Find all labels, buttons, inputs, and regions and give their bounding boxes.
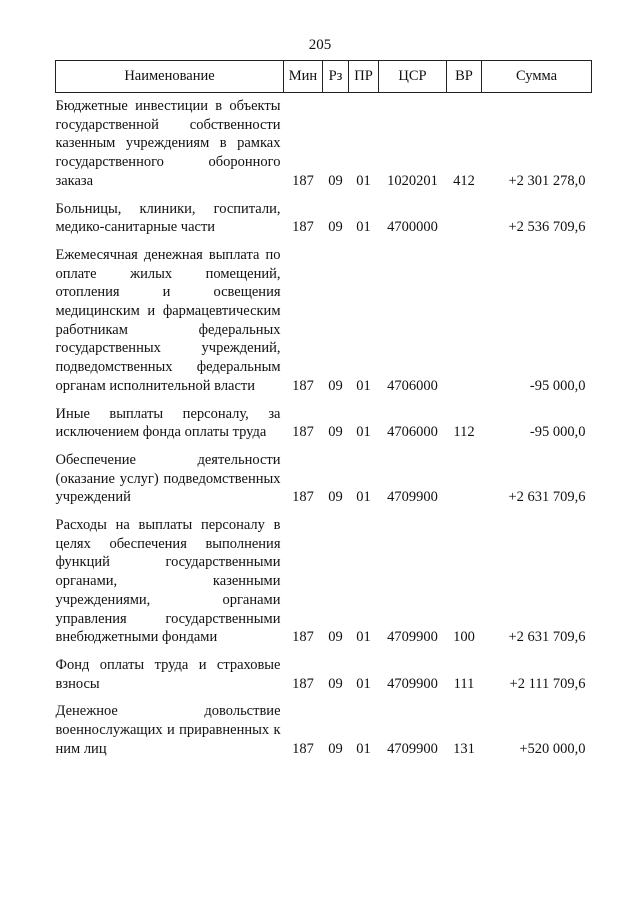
row-min: 187 bbox=[292, 172, 314, 189]
row-name: Денежное довольствие военнослужащих и приравненных к ним лиц bbox=[55, 703, 281, 757]
row-sum: +2 111 709,6 bbox=[509, 675, 586, 692]
row-csr: 4706000 bbox=[387, 377, 438, 394]
row-csr: 4709900 bbox=[387, 489, 438, 506]
row-name: Расходы на выплаты персоналу в целях обеспечения выполнения функций государственными органами, казенными учреждениями, органами управления государственными внебюджетными фондами bbox=[55, 517, 281, 646]
row-pr: 01 bbox=[356, 172, 371, 189]
row-csr: 4709900 bbox=[387, 740, 438, 757]
header-rz: Рз bbox=[323, 61, 349, 93]
table-row bbox=[56, 451, 592, 516]
row-rz: 09 bbox=[328, 219, 343, 236]
row-min: 187 bbox=[292, 489, 314, 506]
row-vr: 112 bbox=[453, 424, 475, 441]
row-pr: 01 bbox=[356, 219, 371, 236]
row-rz: 09 bbox=[328, 424, 343, 441]
row-rz: 09 bbox=[328, 172, 343, 189]
page-number: 205 bbox=[308, 37, 332, 53]
row-pr: 01 bbox=[356, 629, 371, 646]
row-min: 187 bbox=[292, 740, 314, 757]
row-name: Фонд оплаты труда и страховые взносы bbox=[55, 656, 281, 692]
row-name: Обеспечение деятельности (оказание услуг) подведомственных учреждений bbox=[55, 451, 281, 506]
table-row bbox=[56, 200, 592, 246]
row-pr: 01 bbox=[356, 489, 371, 506]
row-name: Больницы, клиники, госпитали, медико-санитарные части bbox=[55, 200, 281, 236]
row-sum: +2 631 709,6 bbox=[508, 489, 586, 506]
table-row bbox=[56, 246, 592, 405]
table-row bbox=[56, 405, 592, 451]
row-csr: 1020201 bbox=[387, 172, 438, 189]
header-name: Наименование bbox=[56, 61, 284, 93]
row-csr: 4709900 bbox=[387, 675, 438, 692]
row-min: 187 bbox=[292, 377, 314, 394]
row-rz: 09 bbox=[328, 489, 343, 506]
row-pr: 01 bbox=[356, 424, 371, 441]
row-rz: 09 bbox=[328, 675, 343, 692]
row-rz: 09 bbox=[328, 629, 343, 646]
row-min: 187 bbox=[292, 675, 314, 692]
row-csr: 4706000 bbox=[387, 424, 438, 441]
row-min: 187 bbox=[292, 219, 314, 236]
budget-table bbox=[55, 60, 592, 768]
row-vr: 131 bbox=[453, 740, 475, 757]
row-sum: +2 301 278,0 bbox=[508, 172, 586, 189]
row-vr bbox=[447, 200, 482, 246]
row-rz: 09 bbox=[328, 740, 343, 757]
row-pr: 01 bbox=[356, 740, 371, 757]
table-header-row bbox=[56, 61, 592, 93]
row-sum: +2 631 709,6 bbox=[508, 629, 586, 646]
row-min: 187 bbox=[292, 629, 314, 646]
table-row bbox=[56, 656, 592, 702]
row-sum: +2 536 709,6 bbox=[508, 219, 586, 236]
table-row bbox=[56, 93, 592, 200]
row-name: Бюджетные инвестиции в объекты государственной собственности казенным учреждениям в рамках государственного оборонного заказа bbox=[55, 98, 281, 189]
row-name: Ежемесячная денежная выплата по оплате жилых помещений, отопления и освещения медицинским и фармацевтическим работникам федеральных государственных учреждений, подведомственных федеральным органам исполнительной власти bbox=[55, 246, 281, 394]
row-pr: 01 bbox=[356, 675, 371, 692]
table-row bbox=[56, 702, 592, 767]
row-vr bbox=[447, 451, 482, 516]
row-vr: 111 bbox=[453, 675, 475, 692]
header-vr: ВР bbox=[447, 61, 482, 93]
row-name: Иные выплаты персоналу, за исключением фонда оплаты труда bbox=[55, 405, 281, 441]
header-min: Мин bbox=[284, 61, 323, 93]
row-sum: +520 000,0 bbox=[519, 740, 586, 757]
row-vr: 100 bbox=[453, 629, 475, 646]
row-vr bbox=[447, 246, 482, 405]
table-row bbox=[56, 516, 592, 656]
header-csr: ЦСР bbox=[379, 61, 447, 93]
row-csr: 4700000 bbox=[387, 219, 438, 236]
header-sum: Сумма bbox=[482, 61, 592, 93]
row-vr: 412 bbox=[453, 172, 475, 189]
row-rz: 09 bbox=[328, 377, 343, 394]
row-csr: 4709900 bbox=[387, 629, 438, 646]
row-sum: -95 000,0 bbox=[529, 377, 586, 394]
row-pr: 01 bbox=[356, 377, 371, 394]
header-pr: ПР bbox=[349, 61, 379, 93]
row-min: 187 bbox=[292, 424, 314, 441]
row-sum: -95 000,0 bbox=[529, 424, 586, 441]
